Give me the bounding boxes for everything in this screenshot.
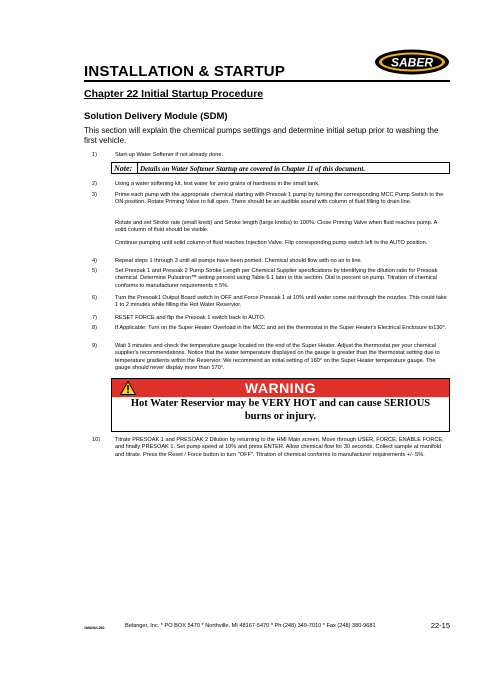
warning-line: burns or injury. (244, 410, 317, 422)
step-number: 9) (92, 343, 97, 349)
step-number: 4) (92, 258, 97, 264)
step-item (92, 437, 450, 459)
step-item (92, 152, 450, 159)
header-rule (84, 80, 450, 82)
step-text: Set Presoak 1 and Presoak 2 Pump Stroke Length per Chemical Supplier specifications by identifying the dilution ratio for Presoak chemical. Determine Pulsatron™ setting percent using Table 6.1 later in this section. Dial in percent on pump. Titration of chemical conforms to manufacturer requirements ± 5%. (115, 268, 438, 289)
section-title: Solution Delivery Module (SDM) (84, 111, 228, 122)
footer-page-number: 22-15 (430, 621, 450, 630)
step-item (92, 268, 450, 290)
footer-address: Belanger, Inc. * PO BOX 5470 * Northville, MI 48167-5470 * Ph (248) 349-7010 * Fax (248) 380-9681 (125, 623, 376, 629)
step-text: Turn the Presoak1 Output Board switch to OFF and Force Presoak 1 at 10% until water come out through the nozzles. This could take 1 to 2 minutes while filling the Hot Water Reservior. (115, 295, 447, 309)
note-box (111, 162, 450, 174)
step-number: 3) (92, 192, 97, 198)
warning-text (112, 398, 449, 423)
step-text: Wait 3 minutes and check the temperature gauge located on the end of the Super Heater. Adjust the thermostat per your chemical supplier's recommendations. Notice that the water temperature displayed on the gauge is greater than the thermostat setting due to temperature gradients within the Reservior. We recommend an initial setting of 160° on the Super Heater temperature gauge. The gauge should never display more than 170°. (115, 343, 440, 372)
chapter-title: Chapter 22 Initial Startup Procedure (84, 88, 264, 100)
step-item (92, 325, 450, 332)
step-number: 1) (92, 152, 97, 158)
step-item (92, 343, 450, 373)
step-item (92, 315, 450, 322)
step-number: 6) (92, 295, 97, 301)
step-text: Start-up Water Softener if not already done. (115, 152, 223, 158)
footer-doc-code: 1MANUL260 (84, 626, 105, 630)
warning-line: Hot Water Reservior may be VERY HOT and can cause SERIOUS (130, 398, 431, 409)
header-title: INSTALLATION & STARTUP (84, 63, 286, 80)
step-item (92, 181, 450, 188)
logo-text: SABER (390, 55, 434, 70)
page-header (84, 55, 450, 82)
step-text: Prime each pump with the appropriate chemical starting with Presoak 1 pump by turning the corresponding MCC Pump Switch to the ON position. Rotate Priming Valve to full open. There should be an audible sound with column of fluid filling to drain line. (115, 192, 444, 206)
step-item (92, 258, 450, 265)
step-paragraph: Continue pumping until solid column of fluid reaches Injection Valve. Flip corresponding pump switch left to the AUTO position. (115, 240, 428, 246)
step-text: Titrate PRESOAK 1 and PRESOAK 2 Dilution by returning to the HMI Main screen. Move through USER, FORCE, ENABLE FORCE, and finally PRESOAK 1. Set pump speed at 10% and press ENTER. Allow chemical flow for 30 seconds. Collect sample at manifold and titrate. Press the Reset / Force button to turn "OFF". Titration of chemical conforms to manufacturer requirements +/- 5%. (115, 437, 444, 458)
warning-box (111, 378, 450, 432)
note-divider (137, 163, 138, 173)
step-number: 7) (92, 315, 97, 321)
note-text: Details on Water Softener Startup are covered in Chapter 11 of this document. (140, 165, 366, 173)
note-label: Note: (114, 164, 133, 173)
step-number: 10) (92, 437, 101, 443)
step-text: If Applicable: Turn on the Super Heater Overload in the MCC and set the thermostat in the Super Heater's Electrical Enclosure to130°. (115, 325, 447, 331)
step-number: 8) (92, 325, 97, 331)
step-number: 2) (92, 181, 97, 187)
step-text: RESET FORCE and flip the Presoak 1 switch back to AUTO. (115, 315, 266, 321)
step-item (92, 295, 450, 310)
warning-title: WARNING (244, 380, 317, 396)
step-item (92, 192, 450, 207)
saber-logo (374, 48, 450, 76)
step-text: Using a water softening kit, test water for zero grains of hardness in the small tank. (115, 181, 320, 187)
step-paragraph: Rotate and set Stroke rate (small knob) and Stroke length (large knobs) to 100%. Close Priming Valve when fluid reaches pump. A solid column of fluid should be visible. (115, 220, 438, 234)
step-text: Repeat steps 1 through 3 until all pumps have been primed. Chemical should flow with no air in line. (115, 258, 363, 264)
step-number: 5) (92, 268, 97, 274)
intro-paragraph: This section will explain the chemical pumps settings and determine initial setup prior to washing the first vehicle. (84, 126, 439, 145)
